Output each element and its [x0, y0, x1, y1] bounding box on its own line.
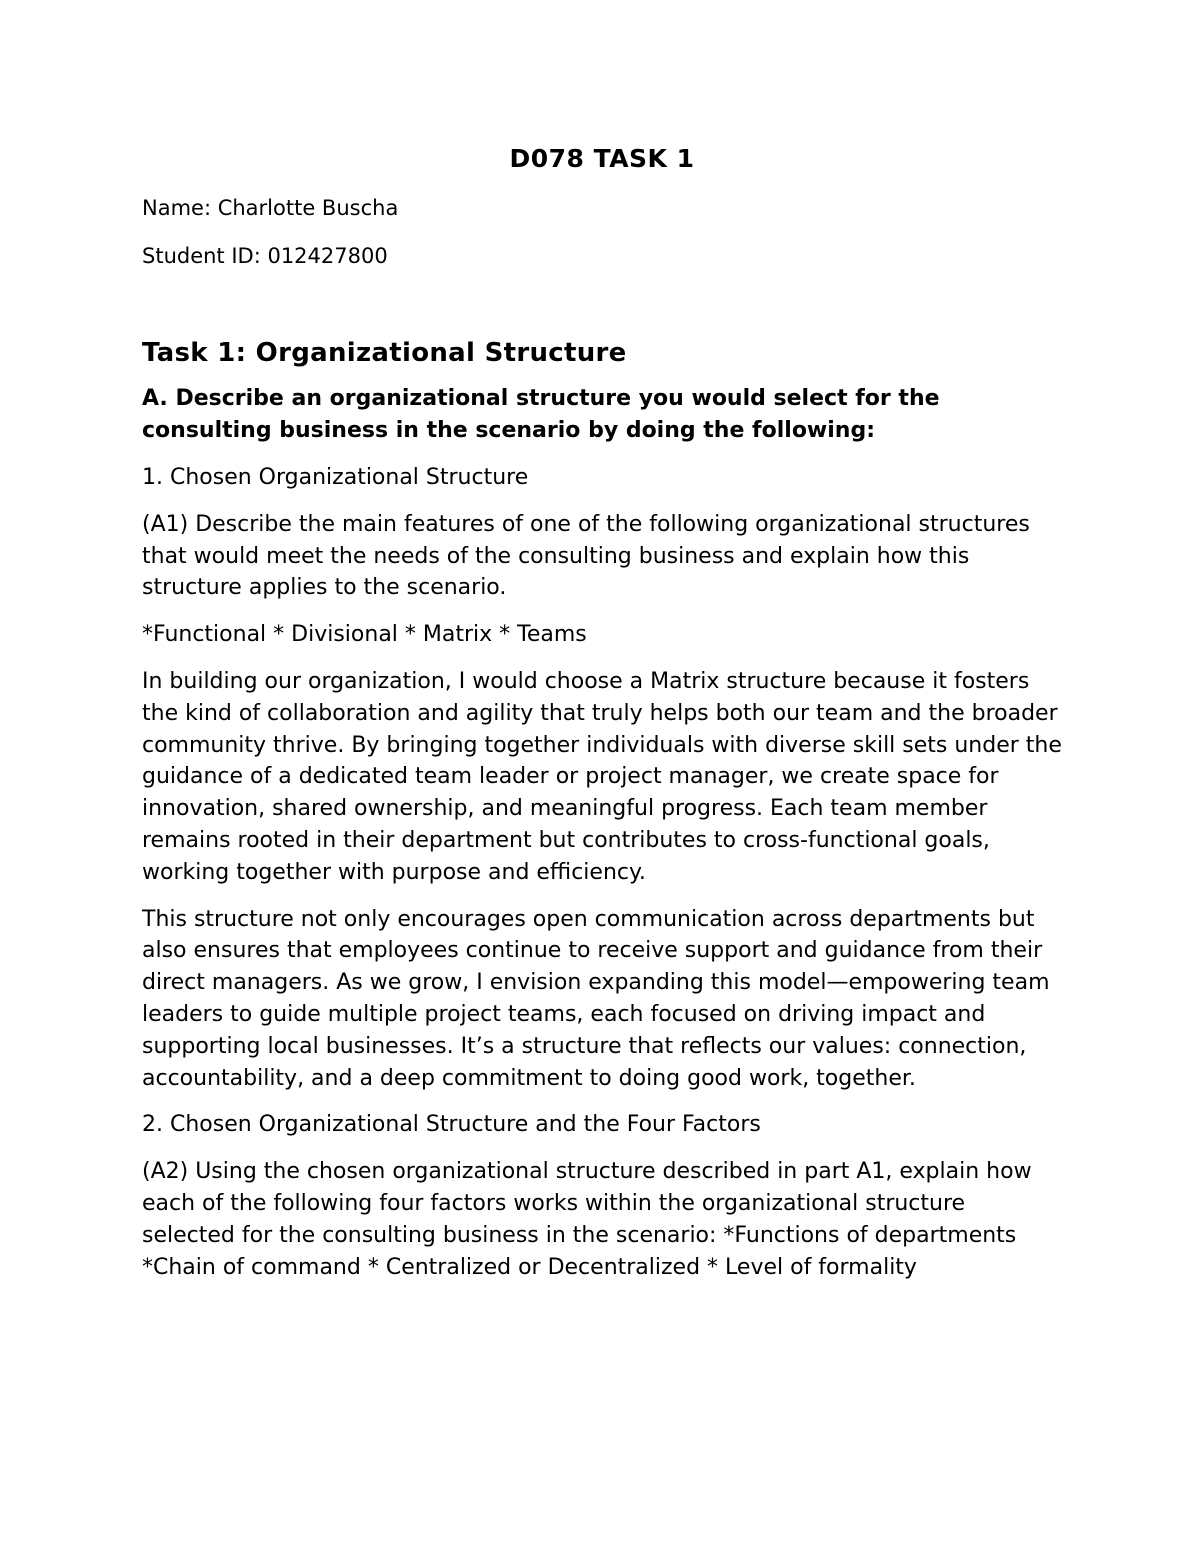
item2-title: 2. Chosen Organizational Structure and the Four Factors	[142, 1112, 761, 1138]
item1-title: 1. Chosen Organizational Structure	[142, 465, 529, 490]
student-id: Student ID: 012427800	[142, 244, 388, 268]
a1-prompt: (A1) Describe the main features of one of the following organizational structures that would meet the needs of the consulting business and explain how this structure applies to the scenario.	[142, 511, 1030, 601]
a1-options: *Functional * Divisional * Matrix * Teams	[142, 622, 587, 648]
student-name: Name: Charlotte Buscha	[142, 196, 399, 220]
a1-answer-paragraph-2: This structure not only encourages open communication across departments but also ensures that employees continue to receive support and guidance from their direct managers. As we grow, I envision expanding this model—empowering team leaders to guide multiple project teams, each focused on driving impact and supporting local businesses. It’s a structure that reflects our values: connection, accountability, and a deep commitment to doing good work, together.	[142, 906, 1050, 1091]
document-title: D078 TASK 1	[509, 144, 695, 173]
document-page	[142, 140, 1062, 1283]
section-a-heading: A. Describe an organizational structure you would select for the consulting business in the scenario by doing the following:	[142, 386, 940, 443]
task-heading: Task 1: Organizational Structure	[142, 338, 627, 368]
a1-answer-paragraph-1: In building our organization, I would choose a Matrix structure because it fosters the kind of collaboration and agility that truly helps both our team and the broader community thrive. By bringing together individuals with diverse skill sets under the guidance of a dedicated team leader or project manager, we create space for innovation, shared ownership, and meaningful progress. Each team member remains rooted in their department but contributes to cross-functional goals, working together with purpose and efficiency.	[142, 668, 1062, 885]
a2-prompt: (A2) Using the chosen organizational structure described in part A1, explain how each of the following four factors works within the organizational structure selected for the consulting business in the scenario: *Functions of departments *Chain of command * Centralized or Decentralized * Level of formality	[142, 1159, 1032, 1280]
